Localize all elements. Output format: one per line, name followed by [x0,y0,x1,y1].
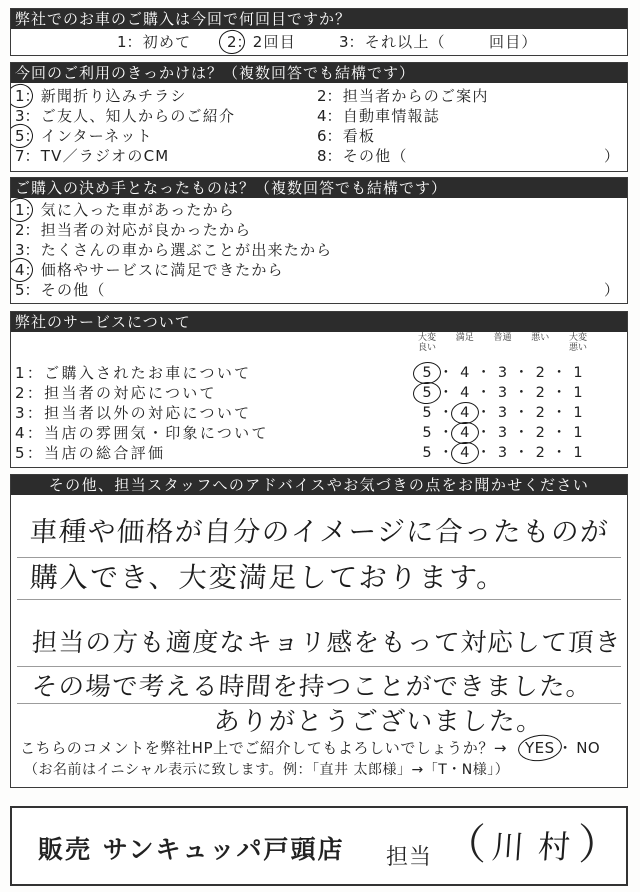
q3-options [11,198,627,302]
q2-option-5-label: インターネット [40,127,153,145]
q4-row-4-value-3 [493,423,513,443]
q4-row-5-number: 5 [15,444,27,462]
q4-section [10,311,628,468]
q4-row-5-value-text: 4 [460,445,470,461]
q4-row-2-value-2 [530,383,550,403]
q4-row-4-value-text: 2 [535,425,545,441]
q2-option-1-label: 新聞折り込みチラシ [40,87,187,105]
scale-separator: ・ [438,425,454,441]
q4-row-3-label: 担当者以外の対応について [44,404,252,422]
q1-option-1 [117,32,191,52]
separator: ： [24,107,41,125]
q4-row-5-value-1 [568,443,588,463]
q2-option-5-number [15,126,25,146]
q1-option-1-number [117,32,127,52]
q3-option-4 [15,260,284,280]
q4-row-1-value-text: 3 [497,365,508,381]
q2-option-8 [317,146,408,166]
q2-option-7-number [15,146,25,166]
scale-separator: ・ [551,365,567,381]
q4-row-2-value-3 [493,383,513,403]
q4-row-2-value-text: 4 [460,385,470,401]
separator: ： [236,33,253,51]
scale-separator: ・ [551,445,567,461]
handwritten-comment-line: 車種や価格が自分のイメージに合ったものが [29,516,610,548]
scale-separator: ・ [551,385,567,401]
q4-row-1-label: ご購入されたお車について [44,364,252,382]
q5-section [10,474,628,788]
separator: ： [24,221,41,239]
separator: ： [326,107,343,125]
separator: ： [26,384,45,402]
q4-row-1-number: 1 [15,364,27,382]
q2-option-8-number-text: 8 [317,147,327,165]
q4-row-1-value-text: 1 [573,365,583,381]
q4-row-1-value-1 [568,363,588,383]
q3-option-2-number-text: 2 [15,221,25,239]
q4-row-3-value-4 [455,403,475,423]
q3-option-3-number-text: 3 [15,241,25,259]
q4-row-1-value-3 [493,363,513,383]
q1-option-1-number-text: 1 [117,33,127,51]
ruled-line [17,703,621,704]
q2-option-7 [15,146,169,166]
q4-row-3-scale [417,403,588,423]
handwritten-comment-line: ありがとうございました。 [213,707,545,737]
q4-row-5-value-5 [417,443,437,463]
q4-row-2-value-text: 1 [573,385,583,401]
q4-row-1-value-text: 2 [535,365,545,381]
q4-row-3-value-1 [568,403,588,423]
q3-option-5-number [15,280,25,300]
q1-option-1-label: 初めて [142,33,192,51]
q4-row-2-value-1 [568,383,588,403]
q4-row-3-number: 3 [15,404,27,422]
q4-row-1-value-text: 5 [422,365,432,381]
q4-row-3-value-text: 4 [460,405,470,421]
q1-option-3-number [339,32,349,52]
q5-header: その他、担当スタッフへのアドバイスやお気づきの点をお聞かせください [11,475,627,495]
q1-option-2 [227,32,296,52]
q4-row-1-value-5 [417,363,437,383]
q3-option-1-label: 気に入った車があったから [40,201,236,219]
q3-section [10,177,628,304]
q2-option-4-number-text: 4 [317,107,327,125]
q4-row-5-scale [417,443,588,463]
q4-row-3-value-2 [530,403,550,423]
q2-other-close-paren: ） [604,147,620,165]
q2-option-5-number-text: 5 [15,127,25,145]
q3-option-1 [15,200,235,220]
q1-option-3 [339,32,446,52]
consent-option-label: NO [576,739,601,757]
scale-separator: ・ [514,425,529,441]
scale-separator: ・ [551,405,567,421]
q1-option-3-number-text: 3 [339,33,349,51]
scale-separator: ・ [476,385,491,401]
scale-separator: ・ [438,365,454,381]
q4-row-3-value-text: 2 [535,405,545,421]
q4-row-5 [11,443,627,463]
q4-row-4-scale [417,423,588,443]
q2-option-1 [15,86,187,106]
q2-option-2-number-text: 2 [317,87,327,105]
consent-option-no [576,739,600,757]
q2-options [11,83,627,170]
q4-row-5-value-3 [493,443,513,463]
q3-option-2 [15,220,251,240]
q4-row-4-value-text: 5 [422,425,432,441]
q3-option-5-number-text: 5 [15,281,25,299]
comment-area [11,495,627,786]
q4-row-4-value-5 [417,423,437,443]
q4-row-3-value-5 [417,403,437,423]
q1-option-3-label: それ以上（ [364,33,446,51]
q4-row-3 [11,403,627,423]
q4-row-3-value-text: 3 [497,405,508,421]
q3-option-4-number [15,260,25,280]
scale-separator: ・ [514,365,529,381]
q3-option-1-number-text: 1 [15,201,25,219]
consent-options [525,739,600,757]
separator: ： [24,261,41,279]
q2-option-3 [15,106,235,126]
q2-section [10,62,628,172]
q2-option-6-number [317,126,327,146]
q2-option-2 [317,86,489,106]
q3-option-3 [15,240,332,260]
q4-row-4-label-group [15,423,269,443]
q4-row-3-value-text: 5 [422,405,432,421]
q2-option-6-number-text: 6 [317,127,327,145]
separator: ： [24,127,41,145]
scale-separator: ・ [514,445,529,461]
q4-row-2-label: 担当者の対応について [44,384,217,402]
separator: ： [26,364,45,382]
consent-option-yes [525,739,555,757]
scale-separator: ・ [514,385,529,401]
q4-row-5-value-text: 1 [573,445,583,461]
q3-option-5 [15,280,106,300]
q4-row-5-value-2 [530,443,550,463]
store-footer [10,806,628,886]
q2-option-1-number-text: 1 [15,87,25,105]
q4-row-2-value-5 [417,383,437,403]
q4-row-1 [11,363,627,383]
staff-close-paren: ） [578,820,621,869]
q4-row-4-value-1 [568,423,588,443]
q4-row-3-value-text: 1 [573,405,583,421]
separator: ： [26,424,45,442]
q4-row-5-value-text: 3 [497,445,508,461]
q3-option-2-label: 担当者の対応が良かったから [40,221,252,239]
q3-header: ご購入の決め手となったものは？（複数回答でも結構です） [11,178,627,198]
q4-row-5-label-group [15,443,165,463]
q4-row-1-value-4 [455,363,475,383]
staff-label: 担当 [386,845,433,870]
q4-row-5-value-text: 5 [422,445,432,461]
q1-option-2-number-text: 2 [227,33,237,51]
q3-other-close-paren: ） [604,281,620,299]
q2-option-8-number [317,146,327,166]
scale-header-5: 大変悪い [568,333,587,353]
consent-option-label: YES [525,739,555,757]
handwritten-comment-line: 担当の方も適度なキョリ感をもって対応して頂き [31,628,623,658]
q1-option-2-number [227,32,237,52]
q4-row-1-value-2 [530,363,550,383]
separator: ： [348,33,365,51]
scale-separator: ・ [438,445,454,461]
q3-option-4-number-text: 4 [15,261,25,279]
separator: ： [24,87,41,105]
q2-option-4-label: 自動車情報誌 [342,107,440,125]
q4-row-4-label: 当店の雰囲気・印象について [44,424,269,442]
q4-row-4-value-text: 3 [497,425,508,441]
q4-row-2-value-text: 3 [497,385,508,401]
scale-header-2: 満足 [455,333,474,343]
ruled-line [17,599,621,600]
q4-row-5-value-text: 2 [535,445,545,461]
scale-separator: ・ [476,365,491,381]
q2-option-3-label: ご友人、知人からのご紹介 [40,107,236,125]
q4-row-4-value-2 [530,423,550,443]
q4-row-4-number: 4 [15,424,27,442]
q2-option-3-number-text: 3 [15,107,25,125]
separator: ： [26,444,45,462]
q4-row-4-value-4 [455,423,475,443]
q1-options [11,29,627,54]
q4-row-5-label: 当店の総合評価 [44,444,166,462]
scale-header-4: 悪い [531,333,550,343]
q3-option-2-number [15,220,25,240]
q3-option-5-label: その他（ [40,281,106,299]
q2-option-7-label: TV／ラジオのCM [40,147,170,165]
q1-header: 弊社でのお車のご購入は今回で何回目ですか？ [11,9,627,29]
ruled-line [17,666,621,667]
q4-row-2-value-text: 5 [422,385,432,401]
separator: ： [326,127,343,145]
q4-row-4 [11,423,627,443]
q2-option-5 [15,126,153,146]
scale-separator: ・ [551,425,567,441]
handwritten-comment-line: その場で考える時間を持つことができました。 [31,672,594,702]
initials-note: （お名前はイニシャル表示に致します。例：「直井 太郎様」→「T・N様」） [24,762,510,778]
scale-separator: ・ [438,405,454,421]
separator: ： [24,147,41,165]
q2-option-4 [317,106,440,126]
q4-row-2-number: 2 [15,384,27,402]
q1-option-3-suffix: 回目） [489,33,538,51]
q4-row-4-value-text: 1 [573,425,583,441]
q4-row-3-label-group [15,403,251,423]
staff-name-handwritten: 川村 [490,828,586,866]
scale-separator: ・ [476,445,491,461]
q4-row-1-scale [417,363,588,383]
q4-row-2-value-text: 2 [535,385,545,401]
q4-header: 弊社のサービスについて [11,312,627,332]
consent-separator: ・ [557,739,574,757]
q4-rating-table [11,332,627,466]
q4-row-2-label-group [15,383,217,403]
q2-header: 今回のご利用のきっかけは？（複数回答でも結構です） [11,63,627,83]
scale-header-1: 大変良い [417,333,436,353]
ruled-line [17,557,621,558]
q4-row-2 [11,383,627,403]
q4-row-2-value-4 [455,383,475,403]
store-name: 販売 サンキュッパ戸頭店 [38,835,345,864]
q4-row-1-label-group [15,363,251,383]
q2-option-6 [317,126,375,146]
q2-option-2-label: 担当者からのご案内 [342,87,489,105]
separator: ： [126,33,143,51]
separator: ： [24,281,41,299]
separator: ： [24,201,41,219]
q1-option-2-label: 2回目 [252,33,296,51]
q3-option-4-label: 価格やサービスに満足できたから [40,261,284,279]
q2-option-8-label: その他（ [342,147,408,165]
scale-separator: ・ [514,405,529,421]
scale-separator: ・ [476,405,491,421]
scale-separator: ・ [476,425,491,441]
q4-row-5-value-4 [455,443,475,463]
q2-option-6-label: 看板 [342,127,376,145]
separator: ： [24,241,41,259]
consent-question: こちらのコメントを弊社HP上でご紹介してもよろしいでしょうか？→ [20,739,508,757]
separator: ： [326,87,343,105]
scale-separator: ・ [438,385,454,401]
q2-option-7-number-text: 7 [15,147,25,165]
separator: ： [326,147,343,165]
q4-row-4-value-text: 4 [460,425,470,441]
q3-option-3-label: たくさんの車から選ぶことが出来たから [40,241,333,259]
separator: ： [26,404,45,422]
q1-section [10,8,628,56]
q4-row-2-scale [417,383,588,403]
q4-row-3-value-3 [493,403,513,423]
q3-option-1-number [15,200,25,220]
q4-row-1-value-text: 4 [460,365,470,381]
staff-open-paren: （ [444,820,487,869]
q2-option-4-number [317,106,327,126]
q2-option-2-number [317,86,327,106]
scale-header-3: 普通 [493,333,512,343]
q4-scale-headers [417,333,588,353]
q2-option-1-number [15,86,25,106]
handwritten-comment-line: 購入でき、大変満足しております。 [29,561,508,594]
